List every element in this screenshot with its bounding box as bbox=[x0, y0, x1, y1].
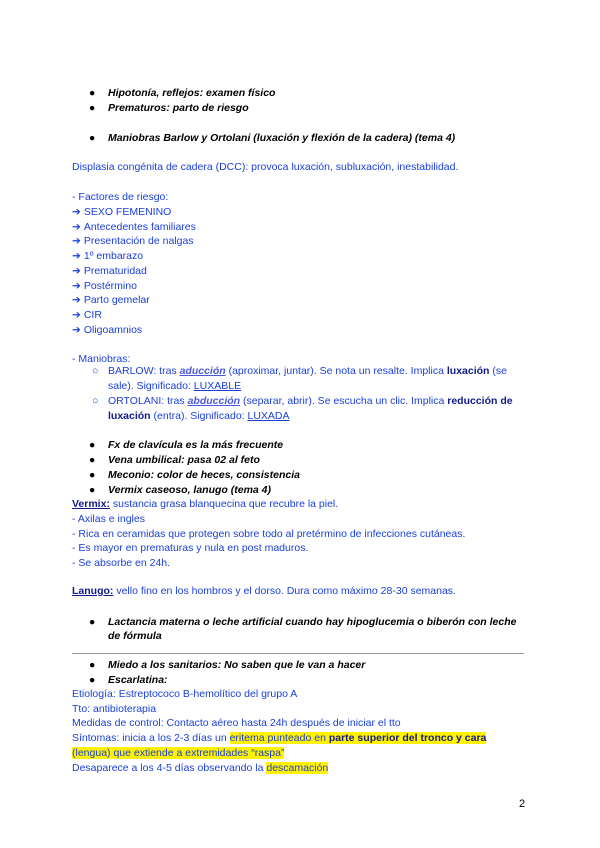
vermix-line: - Rica en ceramidas que protegen sobre todo al pretérmino de infecciones cutáneas. bbox=[72, 528, 466, 540]
risk-item: ➔ Parto gemelar bbox=[72, 294, 150, 306]
bullet-lactancia: ● Lactancia materna o leche artificial cuando hay hipoglucemia o biberón con leche de fórmula bbox=[89, 616, 517, 642]
arrow-icon: ➔ bbox=[72, 206, 81, 218]
vermix-line: - Se absorbe en 24h. bbox=[72, 557, 171, 569]
risk-item: ➔ Presentación de nalgas bbox=[72, 235, 194, 247]
luxable-link[interactable]: LUXABLE bbox=[193, 380, 242, 392]
bullet-vena: ● Vena umbilical: pasa 02 al feto bbox=[89, 454, 260, 466]
risk-title: - Factores de riesgo: bbox=[72, 191, 169, 203]
lanugo-definition: Lanugo: vello fino en los hombros y el dorso. Dura como máximo 28-30 semanas. bbox=[72, 585, 456, 597]
risk-item: ➔ Oligoamnios bbox=[72, 324, 143, 336]
vermix-line: - Axilas e ingles bbox=[72, 513, 145, 525]
bullet-hipotonia: ● Hipotonía, reflejos: examen físico bbox=[89, 87, 276, 99]
risk-item: ➔ Postérmino bbox=[72, 280, 137, 292]
bullet-meconio: ● Meconio: color de heces, consistencia bbox=[89, 469, 300, 481]
barlow-text: BARLOW: tras aducción (aproximar, juntar). Se nota un resalte. Implica luxación (se sale). Significado: LUXABLE bbox=[108, 365, 507, 392]
escarlatina-tto: Tto: antibioterapia bbox=[72, 703, 157, 715]
risk-item: ➔ SEXO FEMENINO bbox=[72, 206, 172, 218]
page-number: 2 bbox=[519, 798, 526, 810]
risk-item: ➔ CIR bbox=[72, 309, 102, 321]
bullet-vermix: ● Vermix caseoso, lanugo (tema 4) bbox=[89, 484, 272, 496]
vermix-definition: Vermix: sustancia grasa blanquecina que recubre la piel. bbox=[72, 498, 339, 510]
horizontal-divider bbox=[72, 653, 524, 654]
vermix-line: - Es mayor en prematuras y nula en post maduros. bbox=[72, 542, 309, 554]
escarlatina-medidas: Medidas de control: Contacto aéreo hasta 24h después de iniciar el tto bbox=[72, 717, 401, 729]
arrow-icon: ➔ bbox=[72, 235, 81, 247]
circle-bullet-icon: ○ bbox=[92, 365, 99, 377]
risk-item: ➔ Prematuridad bbox=[72, 265, 147, 277]
arrow-icon: ➔ bbox=[72, 221, 81, 233]
arrow-icon: ➔ bbox=[72, 280, 81, 292]
maniobras-title: - Maniobras: bbox=[72, 353, 131, 365]
circle-bullet-icon: ○ bbox=[92, 395, 99, 407]
bullet-escarlatina: ● Escarlatina: bbox=[89, 674, 168, 686]
risk-item: ➔ Antecedentes familiares bbox=[72, 221, 196, 233]
bullet-maniobras: ● Maniobras Barlow y Ortolani (luxación y flexión de la cadera) (tema 4) bbox=[89, 132, 456, 144]
arrow-icon: ➔ bbox=[72, 294, 81, 306]
arrow-icon: ➔ bbox=[72, 265, 81, 277]
bullet-clavicula: ● Fx de clavícula es la más frecuente bbox=[89, 439, 284, 451]
arrow-icon: ➔ bbox=[72, 250, 81, 262]
ortolani-text: ORTOLANI: tras abducción (separar, abrir). Se escucha un clic. Implica reducción de luxación (entra). Significado: LUXADA bbox=[108, 395, 513, 422]
risk-item: ➔ 1º embarazo bbox=[72, 250, 144, 262]
arrow-icon: ➔ bbox=[72, 309, 81, 321]
bullet-prematuros: ● Prematuros: parto de riesgo bbox=[89, 102, 249, 114]
bullet-miedo: ● Miedo a los sanitarios: No saben que le van a hacer bbox=[89, 659, 366, 671]
escarlatina-desaparece: Desaparece a los 4-5 días observando la descamación bbox=[72, 762, 329, 774]
arrow-icon: ➔ bbox=[72, 324, 81, 336]
ddc-intro: Displasia congénita de cadera (DCC): provoca luxación, subluxación, inestabilidad. bbox=[72, 161, 459, 173]
escarlatina-sintomas-cont: (lengua) que extiende a extremidades “raspa” bbox=[72, 747, 285, 759]
luxada-link[interactable]: LUXADA bbox=[247, 410, 290, 422]
escarlatina-sintomas: Síntomas: inicia a los 2-3 días un eritema punteado en parte superior del tronco y cara bbox=[72, 732, 487, 744]
escarlatina-etiologia: Etiología: Estreptococo B-hemolítico del grupo A bbox=[72, 688, 298, 700]
